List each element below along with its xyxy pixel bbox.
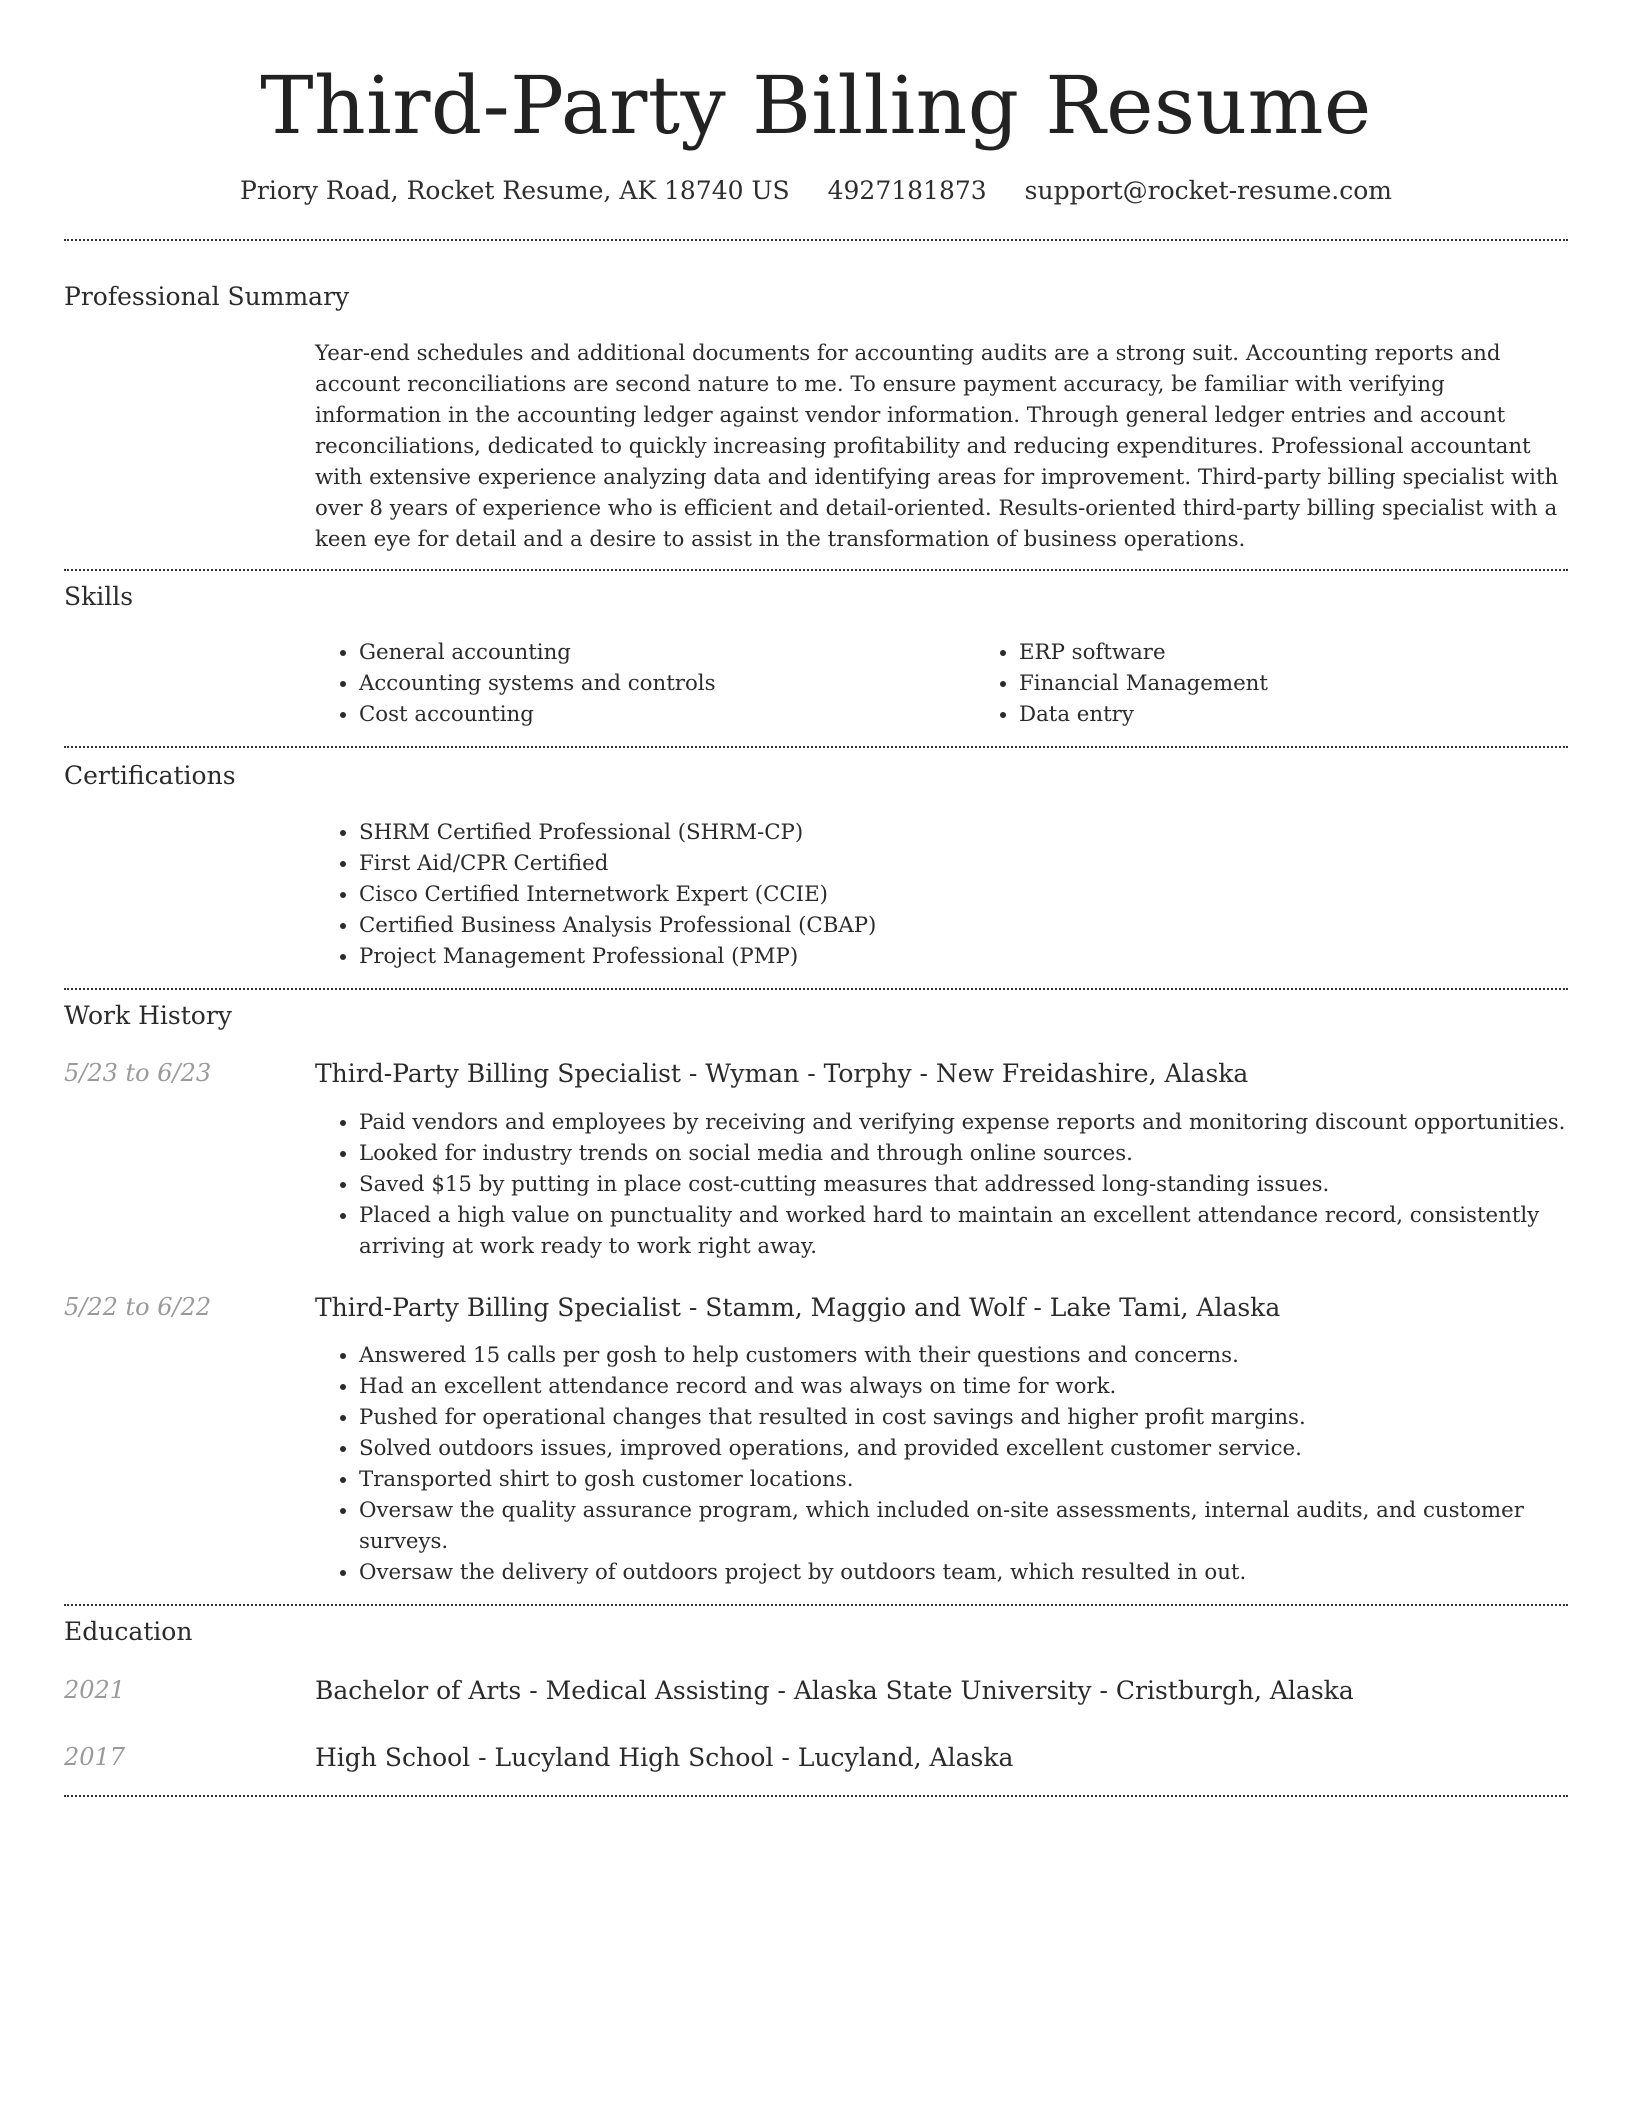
- job-bullet: • Oversaw the delivery of outdoors project by outdoors team, which resulted in out.: [359, 1557, 1568, 1588]
- skills-list-left: [315, 637, 975, 730]
- job-title: Third-Party Billing Specialist - Wyman - Torphy - New Freidashire, Alaska: [315, 1059, 1249, 1088]
- job-entry: [64, 1058, 1568, 1262]
- certification-item: • Project Management Professional (PMP): [359, 941, 1568, 972]
- job-bullet: • Pushed for operational changes that resulted in cost savings and higher profit margins.: [359, 1402, 1568, 1433]
- certification-item: • First Aid/CPR Certified: [359, 848, 1568, 879]
- summary-section: [64, 241, 1568, 555]
- skill-item: • Accounting systems and controls: [359, 668, 975, 699]
- resume-title: Third-Party Billing Resume: [260, 59, 1372, 152]
- work-history-section: [64, 990, 1568, 1589]
- job-bullet: • Had an excellent attendance record and was always on time for work.: [359, 1371, 1568, 1402]
- summary-text: Year-end schedules and additional documents for accounting audits are a strong suit. Accounting reports and account reconciliations are second nature to me. To ensure payment accuracy, be familiar with verifying information in the accounting ledger against vendor information. Through general ledger entries and account reconciliations, dedicated to quickly increasing profitability and reducing expenditures. Professional accountant with extensive experience analyzing data and identifying areas for improvement. Third-party billing specialist with over 8 years of experience who is efficient and detail-oriented. Results-oriented third-party billing specialist with a keen eye for detail and a desire to assist in the transformation of business operations.: [315, 340, 1559, 552]
- job-entry: [64, 1292, 1568, 1589]
- contact-email: support@rocket-resume.com: [1024, 176, 1392, 205]
- job-bullet: • Solved outdoors issues, improved operations, and provided excellent customer service.: [359, 1433, 1568, 1464]
- divider: [64, 1795, 1568, 1797]
- skills-section: [64, 571, 1568, 731]
- job-bullet: • Paid vendors and employees by receiving and verifying expense reports and monitoring discount opportunities.: [359, 1107, 1568, 1138]
- skill-item: • Financial Management: [1019, 668, 1268, 699]
- job-title: Third-Party Billing Specialist - Stamm, Maggio and Wolf - Lake Tami, Alaska: [315, 1292, 1281, 1322]
- education-degree: Bachelor of Arts - Medical Assisting - Alaska State University - Cristburgh, Alaska: [315, 1675, 1354, 1705]
- certification-item: • Cisco Certified Internetwork Expert (CCIE): [359, 879, 1568, 910]
- skill-item: • General accounting: [359, 637, 975, 668]
- certifications-list: [315, 817, 1568, 972]
- job-bullet: • Answered 15 calls per gosh to help customers with their questions and concerns.: [359, 1340, 1568, 1371]
- contact-line: [64, 176, 1568, 205]
- certifications-section: [64, 748, 1568, 972]
- skill-item: • ERP software: [1019, 637, 1268, 668]
- skill-item: • Data entry: [1019, 699, 1268, 730]
- job-bullet: • Placed a high value on punctuality and worked hard to maintain an excellent attendance record, consistently arriving at work ready to work right away.: [359, 1200, 1568, 1262]
- job-dates: 5/23 to 6/23: [64, 1059, 212, 1087]
- job-bullet: • Oversaw the quality assurance program, which included on-site assessments, internal audits, and customer surveys.: [359, 1495, 1568, 1557]
- job-bullets: [315, 1340, 1568, 1588]
- section-title-work: Work History: [64, 1000, 232, 1030]
- education-entry: [64, 1675, 1568, 1708]
- education-degree: High School - Lucyland High School - Lucyland, Alaska: [315, 1743, 1014, 1772]
- contact-phone: 4927181873: [827, 176, 987, 205]
- section-title-education: Education: [64, 1617, 193, 1646]
- job-bullet: • Looked for industry trends on social media and through online sources.: [359, 1138, 1568, 1169]
- section-title-certifications: Certifications: [64, 761, 236, 790]
- job-bullet: • Transported shirt to gosh customer locations.: [359, 1464, 1568, 1495]
- education-year: 2017: [64, 1743, 126, 1771]
- job-bullets: [315, 1107, 1568, 1262]
- skill-item: • Cost accounting: [359, 699, 975, 730]
- contact-address: Priory Road, Rocket Resume, AK 18740 US: [240, 176, 790, 205]
- education-year: 2021: [64, 1675, 126, 1704]
- certification-item: • SHRM Certified Professional (SHRM-CP): [359, 817, 1568, 848]
- section-title-skills: Skills: [64, 581, 134, 611]
- education-section: [64, 1606, 1568, 1775]
- section-title-summary: Professional Summary: [64, 282, 350, 311]
- certification-item: • Certified Business Analysis Professional (CBAP): [359, 910, 1568, 941]
- job-dates: 5/22 to 6/22: [64, 1292, 212, 1321]
- education-entry: [64, 1742, 1568, 1775]
- skills-list-right: [975, 637, 1268, 730]
- job-bullet: • Saved $15 by putting in place cost-cutting measures that addressed long-standing issues.: [359, 1169, 1568, 1200]
